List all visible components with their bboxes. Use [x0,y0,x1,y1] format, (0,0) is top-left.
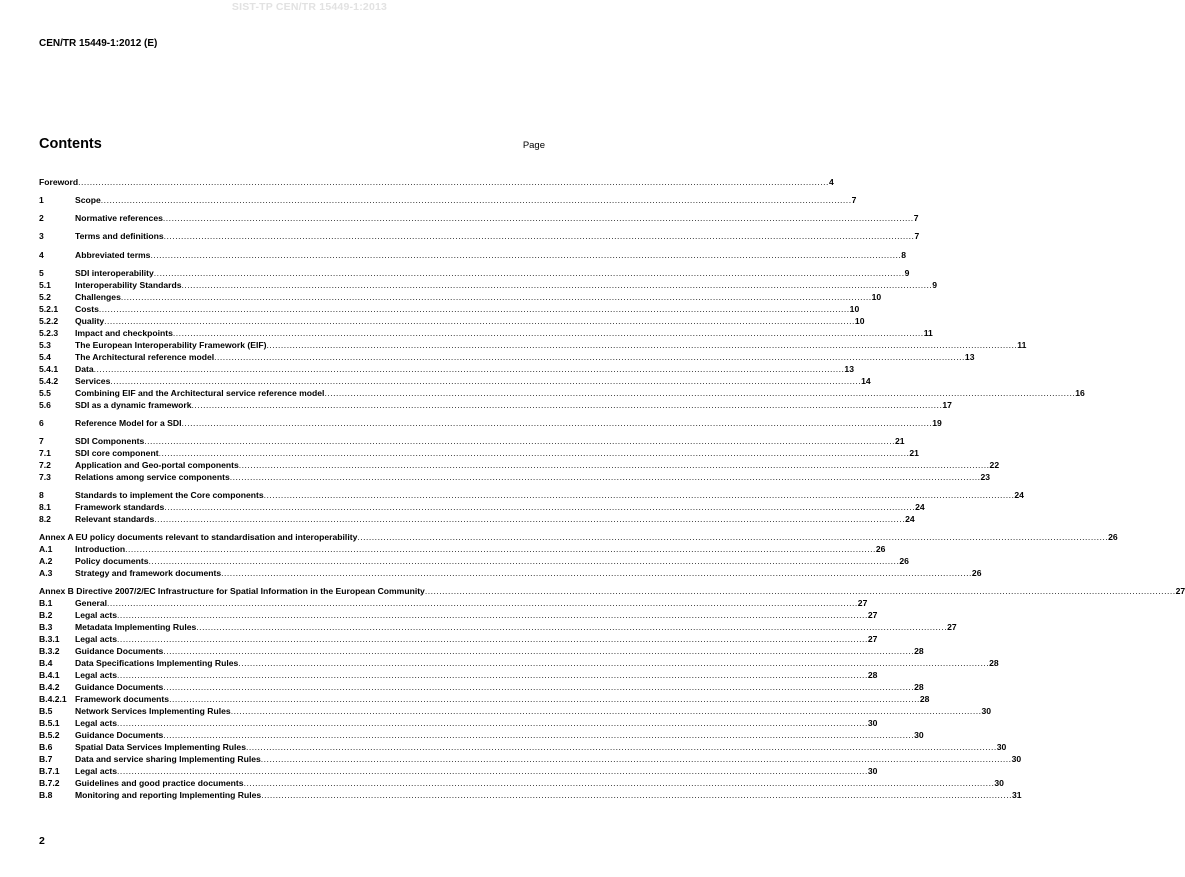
document-id: CEN/TR 15449-1:2012 (E) [39,38,158,49]
toc-entry-page: 7 [914,231,920,241]
toc-dot-leader: .................................................................................................................................................................................................................................................................... [163,231,915,241]
toc-dot-leader: .................................................................................................................................................................................................................................................................... [117,634,868,644]
toc-dot-leader: .................................................................................................................................................................................................................................................................... [117,766,868,776]
toc-dot-leader: .................................................................................................................................................................................................................................................................... [261,790,1012,800]
toc-entry-page: 30 [867,766,878,776]
toc-entry-title: SDI Components [75,436,145,446]
toc-entry-number: B.4.1 [39,670,60,680]
toc-dot-leader: .................................................................................................................................................................................................................................................................... [104,316,855,326]
toc-entry-title: Annex B Directive 2007/2/EC Infrastructure for Spatial Information in the European Community [39,586,425,596]
toc-entry-number: B.8 [39,790,53,800]
toc-entry[interactable] [39,501,925,513]
toc-entry-title: Guidance Documents [75,646,164,656]
toc-dot-leader: .................................................................................................................................................................................................................................................................... [181,280,933,290]
toc-dot-leader: .................................................................................................................................................................................................................................................................... [98,304,850,314]
toc-entry-page: 22 [989,460,1000,470]
toc-entry-page: 10 [854,316,865,326]
toc-entry-number: 5.4.1 [39,364,59,374]
toc-dot-leader: .................................................................................................................................................................................................................................................................... [196,622,948,632]
toc-entry-title: Framework standards [75,502,165,512]
toc-entry-number: B.5 [39,706,53,716]
toc-entry[interactable] [39,249,907,261]
toc-entry[interactable] [39,567,982,579]
toc-entry-page: 24 [1014,490,1024,500]
toc-entry[interactable] [39,645,924,657]
toc-entry-title: Interoperability Standards [75,280,182,290]
toc-entry-page: 28 [919,694,930,704]
toc-entry-page: 26 [971,568,982,578]
toc-entry-number: B.2 [39,610,53,620]
toc-dot-leader: .................................................................................................................................................................................................................................................................... [221,568,972,578]
toc-entry-number: 6 [39,418,44,428]
toc-entry-page: 23 [980,472,991,482]
toc-entry[interactable] [39,621,957,633]
toc-entry-title: Guidance Documents [75,730,164,740]
toc-dot-leader: .................................................................................................................................................................................................................................................................... [78,177,829,187]
toc-entry[interactable] [39,303,860,315]
toc-entry-number: A.2 [39,556,53,566]
page-number: 2 [39,835,45,847]
toc-entry[interactable] [39,399,952,411]
toc-entry[interactable] [39,777,1004,789]
toc-entry-number: B.1 [39,598,53,608]
toc-dot-leader: .................................................................................................................................................................................................................................................................... [163,682,915,692]
toc-entry-title: Guidelines and good practice documents [75,778,244,788]
toc-entry[interactable] [39,609,878,621]
toc-entry-title: Standards to implement the Core components [75,490,264,500]
toc-entry-page: 10 [871,292,882,302]
toc-entry-number: 1 [39,195,44,205]
toc-entry[interactable] [39,387,1085,399]
toc-entry-page: 21 [895,436,905,446]
toc-entry[interactable] [39,717,878,729]
toc-entry-title: Monitoring and reporting Implementing Rules [75,790,262,800]
toc-entry-page: 9 [904,268,910,278]
toc-dot-leader: .................................................................................................................................................................................................................................................................... [158,448,910,458]
toc-entry-number: 8 [39,490,44,500]
toc-entry-number: B.3 [39,622,53,632]
toc-entry-title: Abbreviated terms [75,250,151,260]
toc-entry-page: 7 [851,195,857,205]
toc-entry-title: SDI as a dynamic framework [75,400,192,410]
toc-entry-page: 7 [913,213,919,223]
toc-entry-number: 5.6 [39,400,51,410]
toc-dot-leader: .................................................................................................................................................................................................................................................................... [357,532,1109,542]
contents-heading: Contents [39,136,102,152]
toc-dot-leader: .................................................................................................................................................................................................................................................................... [230,706,982,716]
toc-entry-page: 16 [1075,388,1085,398]
toc-entry-page: 21 [909,448,919,458]
toc-dot-leader: .................................................................................................................................................................................................................................................................... [110,376,862,386]
toc-entry-number: 5.2.1 [39,304,59,314]
toc-dot-leader: .................................................................................................................................................................................................................................................................... [243,778,995,788]
toc-entry-page: 28 [867,670,878,680]
toc-entry-page: 30 [914,730,924,740]
toc-entry-number: 3 [39,231,44,241]
toc-entry-page: 31 [1011,790,1022,800]
toc-entry-title: Terms and definitions [75,231,164,241]
toc-entry[interactable] [39,693,930,705]
toc-entry-page: 19 [932,418,942,428]
toc-entry-title: Foreword [39,177,79,187]
toc-entry-number: 5.2 [39,292,51,302]
toc-dot-leader: .................................................................................................................................................................................................................................................................... [148,556,900,566]
toc-entry-title: Challenges [75,292,121,302]
toc-entry-title: Metadata Implementing Rules [75,622,197,632]
toc-entry[interactable] [39,363,854,375]
toc-dot-leader: .................................................................................................................................................................................................................................................................... [238,658,990,668]
toc-dot-leader: .................................................................................................................................................................................................................................................................... [144,436,896,446]
toc-entry-number: 7.2 [39,460,51,470]
toc-entry-title: Relevant standards [75,514,155,524]
toc-dot-leader: .................................................................................................................................................................................................................................................................... [117,670,868,680]
toc-entry[interactable] [39,176,834,188]
toc-entry[interactable] [39,513,915,525]
toc-entry-number: B.4 [39,658,53,668]
toc-entry-title: Legal acts [75,670,118,680]
toc-entry-title: Introduction [75,544,126,554]
toc-entry-number: 7 [39,436,44,446]
toc-entry[interactable] [39,194,857,206]
toc-dot-leader: .................................................................................................................................................................................................................................................................... [163,730,915,740]
toc-dot-leader: .................................................................................................................................................................................................................................................................... [164,502,916,512]
toc-entry-page: 30 [1011,754,1022,764]
toc-entry[interactable] [39,489,1024,501]
toc-dot-leader: .................................................................................................................................................................................................................................................................... [214,352,965,362]
toc-entry-number: 4 [39,250,44,260]
toc-entry-number: B.4.2 [39,682,60,692]
toc-entry[interactable] [39,230,920,242]
toc-entry-page: 27 [947,622,957,632]
toc-entry[interactable] [39,267,910,279]
toc-entry-title: Legal acts [75,634,118,644]
toc-entry[interactable] [39,753,1022,765]
toc-entry-title: The European Interoperability Framework (EIF) [75,340,267,350]
toc-entry-page: 27 [857,598,868,608]
toc-entry-page: 9 [932,280,938,290]
toc-dot-leader: .................................................................................................................................................................................................................................................................... [266,340,1018,350]
toc-entry-page: 24 [915,502,925,512]
toc-entry-title: Data Specifications Implementing Rules [75,658,239,668]
toc-entry[interactable] [39,657,999,669]
toc-entry-page: 27 [1175,586,1185,596]
toc-entry-number: 5.2.2 [39,316,59,326]
toc-dot-leader: .................................................................................................................................................................................................................................................................... [154,514,906,524]
toc-entry-page: 30 [996,742,1007,752]
toc-dot-leader: .................................................................................................................................................................................................................................................................... [93,364,845,374]
toc-entry-number: B.7.2 [39,778,60,788]
toc-entry-page: 13 [964,352,975,362]
toc-entry-title: The Architectural reference model [75,352,215,362]
toc-entry-number: B.7.1 [39,766,60,776]
toc-entry-title: Impact and checkpoints [75,328,173,338]
toc-entry-page: 26 [1108,532,1118,542]
toc-entry-page: 28 [989,658,999,668]
toc-entry-title: Network Services Implementing Rules [75,706,231,716]
toc-entry-number: 8.2 [39,514,51,524]
toc-entry[interactable] [39,291,882,303]
toc-entry-number: 8.1 [39,502,51,512]
toc-dot-leader: .................................................................................................................................................................................................................................................................... [169,694,920,704]
toc-entry-page: 28 [914,646,924,656]
toc-dot-leader: .................................................................................................................................................................................................................................................................... [245,742,997,752]
toc-entry-title: Guidance Documents [75,682,164,692]
toc-entry-title: Strategy and framework documents [75,568,222,578]
toc-entry[interactable] [39,375,871,387]
watermark: SIST-TP CEN/TR 15449-1:2013 [231,1,388,13]
toc-entry[interactable] [39,789,1022,801]
toc-entry-page: 28 [914,682,924,692]
toc-entry[interactable] [39,471,991,483]
toc-entry[interactable] [39,705,992,717]
toc-entry-number: 7.1 [39,448,51,458]
toc-entry-title: Annex A EU policy documents relevant to standardisation and interoperability [39,532,358,542]
toc-entry-title: Legal acts [75,610,118,620]
toc-entry-title: Spatial Data Services Implementing Rules [75,742,246,752]
toc-entry[interactable] [39,339,1027,351]
toc-entry-page: 14 [861,376,871,386]
toc-entry[interactable] [39,681,924,693]
toc-entry-title: Normative references [75,213,163,223]
toc-entry-number: 7.3 [39,472,51,482]
toc-entry-number: B.5.1 [39,718,60,728]
toc-entry-number: A.1 [39,544,53,554]
toc-entry-page: 30 [867,718,878,728]
toc-entry[interactable] [39,327,933,339]
toc-entry-title: Legal acts [75,766,118,776]
toc-entry-number: 5.4.2 [39,376,59,386]
page-column-label: Page [522,140,545,151]
toc-entry-title: Application and Geo-portal components [75,460,239,470]
toc-dot-leader: .................................................................................................................................................................................................................................................................... [229,472,981,482]
toc-entry-page: 8 [901,250,907,260]
toc-dot-leader: .................................................................................................................................................................................................................................................................... [150,250,902,260]
toc-entry[interactable] [39,459,1000,471]
toc-dot-leader: .................................................................................................................................................................................................................................................................... [153,268,905,278]
toc-entry-title: Costs [75,304,99,314]
toc-entry[interactable] [39,729,924,741]
toc-entry-number: B.3.2 [39,646,60,656]
toc-entry-page: 10 [849,304,860,314]
toc-entry-title: SDI core component [75,448,159,458]
toc-entry-number: 5.4 [39,352,51,362]
toc-entry-page: 4 [828,177,834,187]
toc-entry-title: Legal acts [75,718,118,728]
toc-entry-page: 26 [899,556,909,566]
toc-entry-title: SDI interoperability [75,268,154,278]
toc-dot-leader: .................................................................................................................................................................................................................................................................... [163,646,915,656]
toc-entry[interactable] [39,633,878,645]
toc-entry[interactable] [39,351,975,363]
toc-dot-leader: .................................................................................................................................................................................................................................................................... [324,388,1076,398]
toc-entry-number: 5 [39,268,44,278]
toc-entry-number: 5.5 [39,388,51,398]
toc-entry-page: 11 [923,328,933,338]
toc-entry-number: A.3 [39,568,53,578]
toc-entry[interactable] [39,555,909,567]
toc-entry-number: 5.3 [39,340,51,350]
toc-entry[interactable] [39,543,886,555]
toc-entry-title: Reference Model for a SDI [75,418,182,428]
toc-entry-title: Services [75,376,111,386]
toc-entry[interactable] [39,669,878,681]
toc-entry[interactable] [39,417,942,429]
toc-dot-leader: .................................................................................................................................................................................................................................................................... [238,460,990,470]
toc-entry-page: 30 [994,778,1004,788]
toc-entry-title: General [75,598,108,608]
toc-entry[interactable] [39,279,938,291]
toc-dot-leader: .................................................................................................................................................................................................................................................................... [100,195,852,205]
toc-entry-number: B.4.2.1 [39,694,67,704]
toc-entry-number: B.3.1 [39,634,60,644]
toc-entry-number: B.5.2 [39,730,60,740]
toc-dot-leader: .................................................................................................................................................................................................................................................................... [125,544,876,554]
toc-entry-page: 11 [1017,340,1027,350]
toc-entry-title: Combining EIF and the Architectural service reference model [75,388,325,398]
toc-entry-page: 27 [867,610,878,620]
toc-entry[interactable] [39,315,865,327]
toc-entry-page: 26 [875,544,886,554]
toc-dot-leader: .................................................................................................................................................................................................................................................................... [117,610,868,620]
toc-dot-leader: .................................................................................................................................................................................................................................................................... [120,292,872,302]
toc-dot-leader: .................................................................................................................................................................................................................................................................... [424,586,1176,596]
toc-entry-title: Relations among service components [75,472,230,482]
toc-entry[interactable] [39,597,868,609]
toc-entry-number: 2 [39,213,44,223]
toc-entry-number: 5.1 [39,280,51,290]
toc-entry-number: B.7 [39,754,53,764]
toc-entry-title: Data [75,364,94,374]
toc-dot-leader: .................................................................................................................................................................................................................................................................... [172,328,924,338]
toc-entry-title: Data and service sharing Implementing Rules [75,754,261,764]
toc-entry-title: Framework documents [75,694,170,704]
toc-entry-number: 5.2.3 [39,328,59,338]
toc-dot-leader: .................................................................................................................................................................................................................................................................... [191,400,943,410]
toc-entry-number: B.6 [39,742,53,752]
toc-dot-leader: .................................................................................................................................................................................................................................................................... [117,718,868,728]
toc-entry[interactable] [39,741,1007,753]
toc-entry-page: 30 [981,706,992,716]
toc-dot-leader: .................................................................................................................................................................................................................................................................... [162,213,914,223]
toc-dot-leader: .................................................................................................................................................................................................................................................................... [260,754,1012,764]
toc-entry[interactable] [39,435,905,447]
toc-entry-page: 24 [905,514,915,524]
toc-entry-page: 13 [844,364,854,374]
toc-dot-leader: .................................................................................................................................................................................................................................................................... [263,490,1015,500]
toc-dot-leader: .................................................................................................................................................................................................................................................................... [181,418,933,428]
toc-entry[interactable] [39,212,919,224]
toc-entry[interactable] [39,585,1185,597]
toc-entry-page: 27 [867,634,878,644]
toc-entry[interactable] [39,447,919,459]
toc-entry[interactable] [39,765,878,777]
toc-dot-leader: .................................................................................................................................................................................................................................................................... [107,598,858,608]
toc-entry-page: 17 [942,400,952,410]
toc-entry-title: Scope [75,195,101,205]
toc-entry-title: Policy documents [75,556,149,566]
toc-entry[interactable] [39,531,1118,543]
toc-entry-title: Quality [75,316,105,326]
